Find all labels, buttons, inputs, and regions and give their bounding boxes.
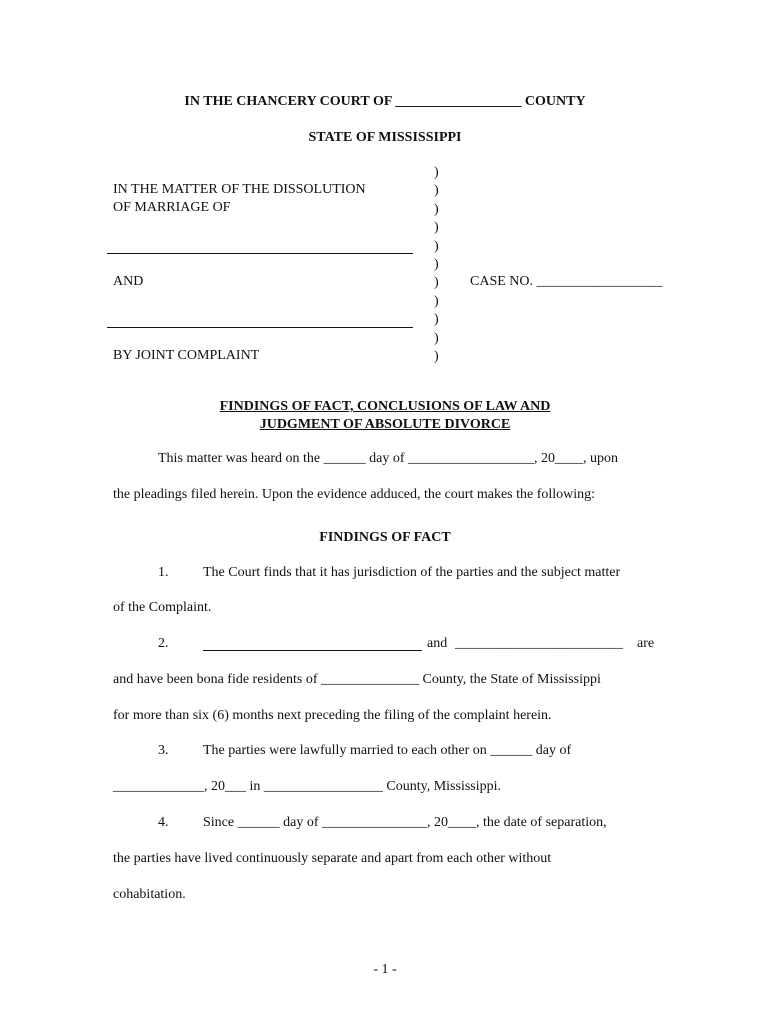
item-4-line-1: Since ______ day of _______________, 20____, the date of separation, (203, 815, 607, 830)
paren-mark: ) (434, 257, 439, 273)
matter-line-1: IN THE MATTER OF THE DISSOLUTION (113, 182, 366, 197)
item-4-number: 4. (158, 815, 169, 830)
party-two-signature-line (107, 327, 413, 328)
paren-mark: ) (434, 293, 439, 309)
intro-line-1: This matter was heard on the ______ day of __________________, 20____, upon (158, 451, 618, 466)
paren-mark: ) (434, 201, 439, 217)
page-number: - 1 - (373, 962, 397, 977)
item-1-line-1: The Court finds that it has jurisdiction of the parties and the subject matter (203, 565, 621, 580)
paren-mark: ) (434, 349, 439, 365)
document-title-line-2: JUDGMENT OF ABSOLUTE DIVORCE (259, 417, 511, 432)
item-2-number: 2. (158, 636, 169, 651)
intro-line-2: the pleadings filed herein. Upon the evidence adduced, the court makes the following: (113, 487, 596, 502)
item-3-number: 3. (158, 743, 169, 758)
findings-heading: FINDINGS OF FACT (319, 530, 451, 545)
item-3-line-2: _____________, 20___ in _________________ County, Mississippi. (113, 779, 502, 794)
item-2-party-two-blank: ________________________ (455, 636, 623, 651)
paren-mark: ) (434, 183, 439, 199)
paren-mark: ) (434, 238, 439, 254)
party-one-signature-line (107, 253, 413, 254)
item-2-line-3: for more than six (6) months next preceding the filing of the complaint herein. (113, 708, 552, 723)
and-label: AND (113, 274, 144, 289)
paren-mark: ) (434, 312, 439, 328)
item-3-line-1: The parties were lawfully married to each other on ______ day of (203, 743, 572, 758)
item-2-are: are (637, 636, 655, 651)
matter-line-2: OF MARRIAGE OF (113, 200, 231, 215)
item-1-line-2: of the Complaint. (113, 600, 212, 615)
item-2-party-one-blank (203, 650, 422, 651)
state-heading: STATE OF MISSISSIPPI (308, 130, 462, 145)
paren-mark: ) (434, 330, 439, 346)
caption-divider (434, 164, 444, 366)
paren-mark: ) (434, 275, 439, 291)
document-title-line-1: FINDINGS OF FACT, CONCLUSIONS OF LAW AND (219, 399, 551, 414)
paren-mark: ) (434, 220, 439, 236)
joint-complaint-label: BY JOINT COMPLAINT (113, 348, 260, 363)
item-1-number: 1. (158, 565, 169, 580)
item-2-and: and (427, 636, 448, 651)
court-heading: IN THE CHANCERY COURT OF __________________ COUNTY (184, 94, 586, 109)
paren-mark: ) (434, 165, 439, 180)
item-2-line-2: and have been bona fide residents of ______________ County, the State of Mississippi (113, 672, 601, 687)
case-number: CASE NO. __________________ (470, 274, 663, 289)
item-4-line-3: cohabitation. (113, 887, 186, 902)
item-4-line-2: the parties have lived continuously separate and apart from each other without (113, 851, 552, 866)
